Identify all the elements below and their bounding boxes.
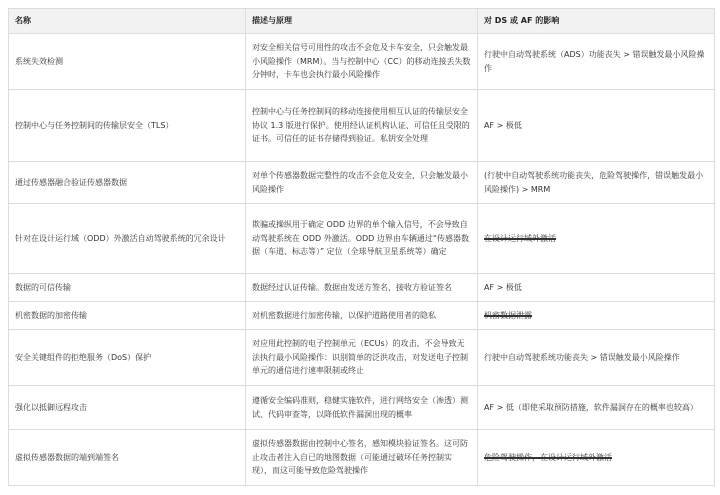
row-description: 对单个传感器数据完整性的攻击不会危及安全，只会触发最小风险操作: [246, 162, 478, 204]
row-name: 机密数据的加密传输: [9, 302, 246, 330]
row-impact: 行驶中自动驾驶系统（ADS）功能丧失 > 错误触发最小风险操作: [478, 34, 715, 90]
table-row: [9, 302, 715, 330]
row-name: 安全关键组件的拒绝服务（DoS）保护: [9, 330, 246, 386]
row-description: 对应用此控制的电子控制单元（ECUs）的攻击，不会导致无法执行最小风险操作：识别简单的泛洪攻击，对发送电子控制单元的通信进行速率限制或终止: [246, 330, 478, 386]
row-impact: AF > 极低: [478, 274, 715, 302]
row-description: 数据经过认证传输。数据由发送方签名，接收方验证签名: [246, 274, 478, 302]
row-impact: AF > 极低: [478, 90, 715, 162]
row-impact: (行驶中自动驾驶系统功能丧失，危险驾驶操作，错误触发最小风险操作) > MRM: [478, 162, 715, 204]
security-controls-table: [8, 8, 715, 486]
row-name: 通过传感器融合验证传感器数据: [9, 162, 246, 204]
row-impact: AF > 低（即使采取预防措施，软件漏洞存在的概率也较高）: [478, 386, 715, 430]
row-description: 遵循安全编码准则，稳健实施软件，进行网络安全（渗透）测试、代码审查等，以降低软件漏洞出现的概率: [246, 386, 478, 430]
header-name: 名称: [9, 9, 246, 34]
table-header-row: [9, 9, 715, 34]
row-name: 系统失效检测: [9, 34, 246, 90]
row-description: 对安全相关信号可用性的攻击不会危及卡车安全，只会触发最小风险操作（MRM）。当与控制中心（CC）的移动连接丢失数分钟时，卡车也会执行最小风险操作: [246, 34, 478, 90]
row-description: 控制中心与任务控制间的移动连接使用相互认证的传输层安全协议 1.3 版进行保护。使用经认证机构认证、可信任且受限的证书。可信任的证书存储得到验证。私钥安全处理: [246, 90, 478, 162]
table-row: [9, 330, 715, 386]
row-description: 虚拟传感器数据由控制中心签名，感知模块验证签名。这可防止攻击者注入自已的地图数据（可能通过破坏任务控制实现），而这可能导致危险驾驶操作: [246, 430, 478, 486]
row-impact: 行驶中自动驾驶系统功能丧失 > 错误触发最小风险操作: [478, 330, 715, 386]
table-row: [9, 274, 715, 302]
table-row: [9, 90, 715, 162]
table-row: [9, 386, 715, 430]
table-row: [9, 204, 715, 274]
table-row: [9, 430, 715, 486]
row-impact-struck: 危险驾驶操作，在设计运行域外激活: [484, 452, 612, 462]
row-name: 数据的可信传输: [9, 274, 246, 302]
table-row: [9, 34, 715, 90]
row-description: 对机密数据进行加密传输，以保护道路使用者的隐私: [246, 302, 478, 330]
row-impact-struck: 机密数据泄露: [484, 310, 532, 320]
header-impact: 对 DS 或 AF 的影响: [478, 9, 715, 34]
table-row: [9, 162, 715, 204]
header-description: 描述与原理: [246, 9, 478, 34]
row-description: 欺骗或操纵用于确定 ODD 边界的单个输入信号，不会导致自动驾驶系统在 ODD 外激活。ODD 边界由车辆通过“传感器数据（车道、标志等）” 定位（全球导航卫星系统等）确定: [246, 204, 478, 274]
row-impact-struck: 在设计运行域外激活: [484, 233, 556, 243]
row-name: 虚拟传感器数据的端到端签名: [9, 430, 246, 486]
row-name: 针对在设计运行域（ODD）外激活自动驾驶系统的冗余设计: [9, 204, 246, 274]
row-name: 强化以抵御远程攻击: [9, 386, 246, 430]
row-name: 控制中心与任务控制间的传输层安全（TLS）: [9, 90, 246, 162]
